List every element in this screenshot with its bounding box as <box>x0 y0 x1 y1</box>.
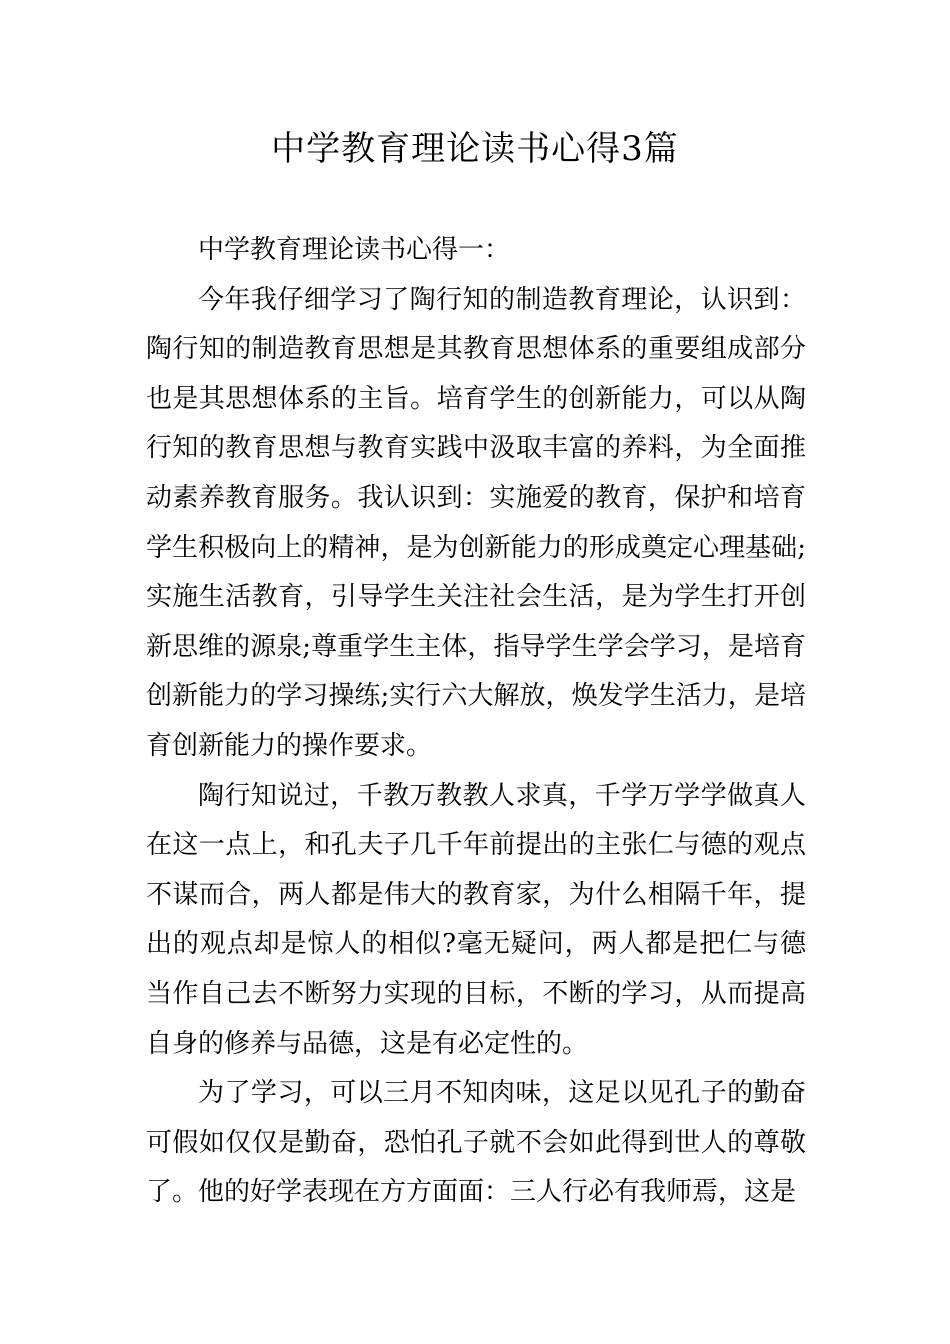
paragraph-heading: 中学教育理论读书心得一： <box>198 235 511 265</box>
paragraph: 为了学习，可以三月不知肉味，这足以见孔子的勤奋可假如仅仅是勤奋，恐怕孔子就不会如此得到世人的尊敬了。他的好学表现在方方面面：三人行必有我师焉，这是 <box>146 1078 806 1208</box>
paragraph: 陶行知说过，千教万教教人求真，千学万学学做真人在这一点上，和孔夫子几千年前提出的主张仁与德的观点不谋而合，两人都是伟大的教育家，为什么相隔千年，提出的观点却是惊人的相似?毫无疑问，两人都是把仁与德当作自己去不断努力实现的目标，不断的学习，从而提高自身的修养与品德，这是有必定性的。 <box>146 780 806 1059</box>
document-body <box>146 226 806 1218</box>
paragraph: 今年我仔细学习了陶行知的制造教育理论，认识到：陶行知的制造教育思想是其教育思想体系的重要组成部分也是其思想体系的主旨。培育学生的创新能力，可以从陶行知的教育思想与教育实践中汲取丰富的养料，为全面推动素养教育服务。我认识到：实施爱的教育，保护和培育学生积极向上的精神，是为创新能力的形成奠定心理基础;实施生活教育，引导学生关注社会生活，是为学生打开创新思维的源泉;尊重学生主体，指导学生学会学习，是培育创新能力的学习操练;实行六大解放，焕发学生活力，是培育创新能力的操作要求。 <box>146 284 806 761</box>
document-title: 中学教育理论读书心得3篇 <box>271 129 679 169</box>
